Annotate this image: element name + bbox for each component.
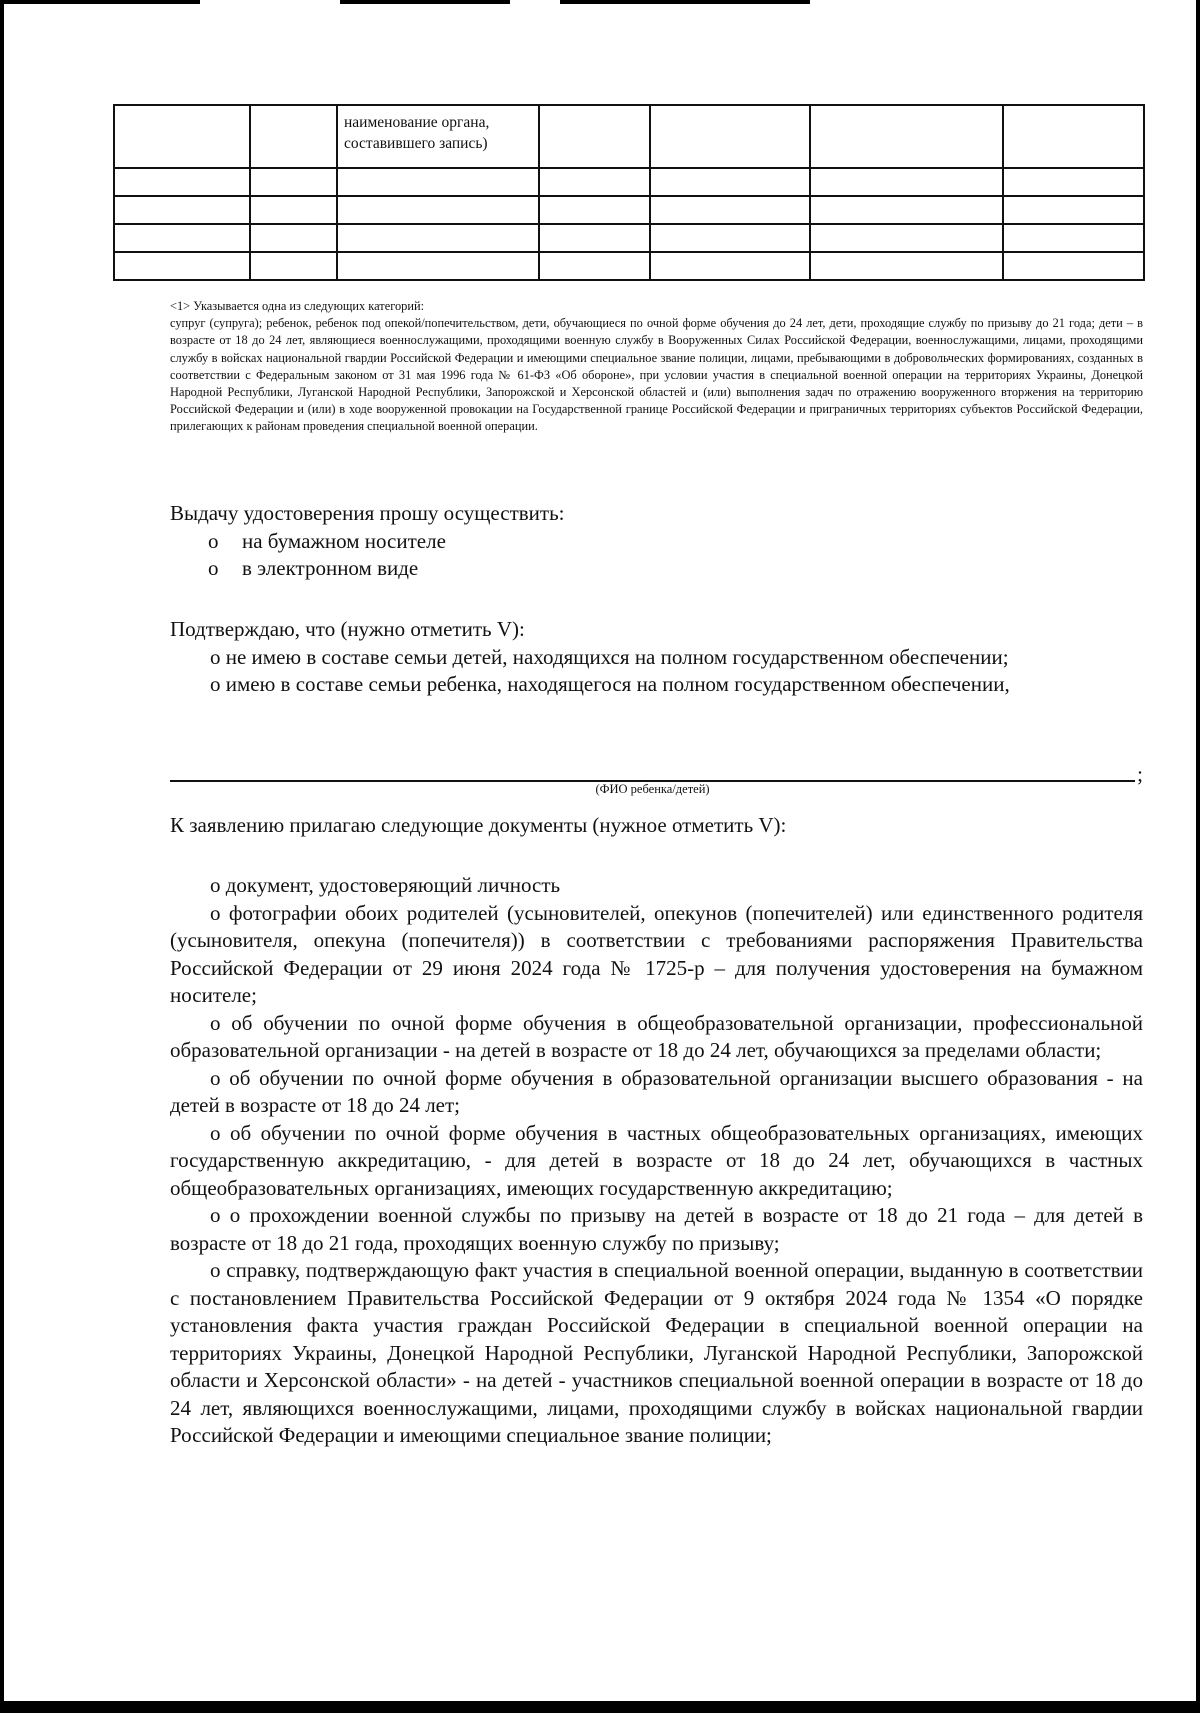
document-item[interactable]: o справку, подтверждающую факт участия в специальной военной операции, выданную в соответствии с постановлением Правительства Российской Федерации от 9 октября 2024 года № 1354 «О порядке установления факта участия граждан Российской Федерации в специальной военной операции на территориях Украины, Донецкой Народной Республики, Луганской Народной Республики, Запорожской области и Херсонской области» - на детей - участников специальной военной операции в возрасте от 18 до 24 лет, являющихся военнослужащими, лицами, проходящими службу в войсках национальной гвардии Российской Федерации и имеющими специальное звание полиции;: [170, 1258, 1143, 1447]
issuance-option-label: на бумажном носителе: [242, 528, 446, 553]
checkbox-circle-icon[interactable]: o: [210, 1010, 221, 1035]
checkbox-circle-icon[interactable]: o: [208, 528, 219, 553]
document-item[interactable]: o об обучении по очной форме обучения в частных общеобразовательных организациях, имеющих государственную аккредитацию, - для детей в возрасте от 18 до 24 лет, обучающихся в частных общеобразовательных организациях, имеющих государственную аккредитацию;: [170, 1120, 1144, 1200]
footnote: [170, 298, 1143, 436]
scan-left-border: [0, 0, 4, 1713]
document-item[interactable]: o об обучении по очной форме обучения в образовательной организации высшего образования - на детей в возрасте от 18 до 24 лет;: [170, 1065, 1143, 1117]
checkbox-circle-icon[interactable]: o: [210, 1065, 221, 1090]
table-cell: [810, 105, 1003, 168]
scan-right-border: [1196, 0, 1200, 1713]
documents-heading: К заявлению прилагаю следующие документы (нужное отметить V):: [170, 813, 787, 837]
issuance-option-paper[interactable]: [170, 528, 1143, 556]
checkbox-circle-icon[interactable]: o: [210, 1120, 221, 1145]
table-row: [114, 105, 1144, 168]
document-item[interactable]: o фотографии обоих родителей (усыновителей, опекунов (попечителей) или единственного родителя (усыновителя, опекуна (попечителя)) в соответствии с требованиями распоряжения Правительства Российской Федерации от 29 июня 2024 года № 1725-р – для получения удостоверения на бумажном носителе;: [170, 900, 1143, 1007]
child-name-caption: (ФИО ребенка/детей): [595, 782, 710, 796]
confirm-option-none[interactable]: o не имею в составе семьи детей, находящихся на полном государственном обеспечении;: [210, 644, 1009, 669]
table-row: [114, 252, 1144, 280]
records-table: [113, 104, 1145, 281]
document-item[interactable]: o документ, удостоверяющий личность: [210, 873, 561, 897]
table-cell: [114, 105, 250, 168]
issuance-option-electronic[interactable]: [170, 555, 1143, 583]
table-row: [114, 196, 1144, 224]
checkbox-circle-icon[interactable]: o: [208, 556, 219, 580]
issuance-option-label: в электронном виде: [242, 556, 419, 580]
table-cell: [539, 105, 650, 168]
document-item[interactable]: o об обучении по очной форме обучения в общеобразовательной организации, профессиональной образовательной организации - на детей в возрасте от 18 до 24 лет, обучающихся за пределами области;: [170, 1010, 1143, 1062]
table-row: [114, 224, 1144, 252]
line-end: ;: [1137, 762, 1143, 786]
table-cell: [250, 105, 337, 168]
checkbox-circle-icon[interactable]: o: [210, 672, 221, 696]
table-cell-authority: наименование органа, составившего запись): [337, 105, 539, 168]
confirm-section: [170, 616, 1143, 699]
table-cell: [650, 105, 810, 168]
child-name-field[interactable]: [170, 762, 1143, 796]
scan-top-border: [0, 0, 1200, 4]
documents-section: [170, 812, 1143, 840]
footnote-body: супруг (супруга); ребенок, ребенок под опекой/попечительством, дети, обучающиеся по очной форме обучения до 24 лет, дети, проходящие службу по призыву до 21 года; дети – в возрасте от 18 до 24 лет, являющиеся военнослужащими, проходящими военную службу в Вооруженных Силах Российской Федерации, военнослужащими, лицами, проходящими службу в войсках национальной гвардии Российской Федерации и имеющими специальное звание полиции, лицами, пребывающими в добровольческих формированиях, созданных в соответствии с Федеральным законом от 31 мая 1996 года № 61-ФЗ «Об обороне», при условии участия в специальной военной операции на территориях Украины, Донецкой Народной Республики, Луганской Народной Республики, Запорожской и Херсонской областей и (или) выполнения задач по отражению вооруженного вторжения на территорию Российской Федерации и (или) в ходе вооруженной провокации на Государственной границе Российской Федерации и приграничных территориях субъектов Российской Федерации, прилегающих к районам проведения специальной военной операции.: [170, 316, 1143, 434]
checkbox-circle-icon[interactable]: o: [210, 1258, 221, 1282]
confirm-heading: Подтверждаю, что (нужно отметить V):: [170, 617, 525, 641]
table-row: [114, 168, 1144, 196]
checkbox-circle-icon[interactable]: o: [210, 873, 221, 897]
checkbox-circle-icon[interactable]: o: [210, 900, 221, 925]
table-cell: [1003, 105, 1144, 168]
scan-bottom-border: [0, 1701, 1200, 1713]
document-item[interactable]: o о прохождении военной службы по призыву на детей в возрасте от 18 до 21 года – для детей в возрасте от 18 до 21 года, проходящих военную службу по призыву;: [170, 1203, 1143, 1255]
issuance-section: [170, 500, 1143, 583]
checkbox-circle-icon[interactable]: o: [210, 644, 221, 669]
footnote-title: <1> Указывается одна из следующих категорий:: [170, 299, 425, 313]
documents-list: [170, 872, 1143, 1450]
issuance-heading: Выдачу удостоверения прошу осуществить:: [170, 501, 565, 525]
checkbox-circle-icon[interactable]: o: [210, 1203, 221, 1227]
confirm-option-has[interactable]: o имею в составе семьи ребенка, находящегося на полном государственном обеспечении,: [210, 672, 1010, 696]
